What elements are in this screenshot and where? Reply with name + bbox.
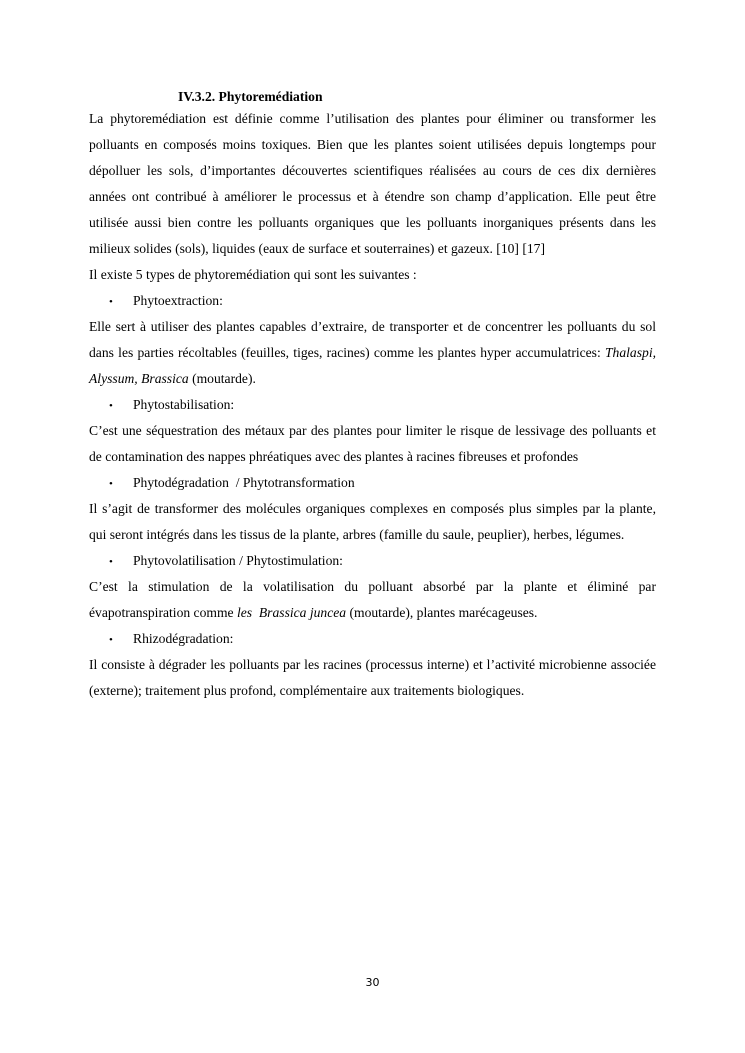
species-names: Thalaspi, Alyssum, Brassica bbox=[89, 345, 656, 386]
bullet-label: Phytostabilisation: bbox=[133, 397, 235, 412]
phytovolatilisation-paragraph: C’est la stimulation de la volatilisation du polluant absorbé par la plante et éliminé par évapotranspiration comme les Brassica juncea (moutarde), plantes marécageuses. bbox=[89, 579, 656, 620]
bullet-icon: • bbox=[109, 634, 113, 646]
bullet-icon: • bbox=[109, 556, 113, 568]
section-heading: IV.3.2. Phytoremédiation bbox=[178, 89, 323, 104]
bullet-icon: • bbox=[109, 478, 113, 490]
document-body bbox=[89, 88, 656, 704]
intro-paragraph: La phytoremédiation est définie comme l’utilisation des plantes pour éliminer ou transformer les polluants en composés moins toxiques. Bien que les plantes soient utilisées depuis longtemps pour dépolluer les sols, d’importantes découvertes scientifiques réalisées au cours de ces dix dernières années ont contribué à améliorer le processus et à étendre son champ d’application. Elle peut être utilisée aussi bien contre les polluants organiques que les polluants inorganiques présents dans les milieux solides (sols), liquides (eaux de surface et souterraines) et gazeux. [10] [17] bbox=[89, 111, 656, 256]
phytoextraction-paragraph: Elle sert à utiliser des plantes capables d’extraire, de transporter et de concentrer les polluants du sol dans les parties récoltables (feuilles, tiges, racines) comme les plantes hyper accumulatrices: Thalaspi, Alyssum, Brassica (moutarde). bbox=[89, 319, 656, 386]
types-intro: Il existe 5 types de phytoremédiation qui sont les suivantes : bbox=[89, 267, 417, 282]
bullet-icon: • bbox=[109, 400, 113, 412]
phytostabilisation-paragraph: C’est une séquestration des métaux par des plantes pour limiter le risque de lessivage des polluants et de contamination des nappes phréatiques avec des plantes à racines fibreuses et profondes bbox=[89, 423, 656, 464]
list-item-phytovolatilisation bbox=[89, 548, 656, 574]
species-names: les Brassica juncea bbox=[236, 605, 347, 620]
bullet-icon: • bbox=[109, 296, 113, 308]
list-item-phytostabilisation bbox=[89, 392, 656, 418]
list-item-phytodegradation bbox=[89, 470, 656, 496]
list-item-phytoextraction bbox=[89, 288, 656, 314]
bullet-label: Phytoextraction: bbox=[133, 293, 223, 308]
list-item-rhizodegradation bbox=[89, 626, 656, 652]
bullet-label: Phytovolatilisation / Phytostimulation: bbox=[133, 553, 343, 568]
bullet-label: Phytodégradation / Phytotransformation bbox=[133, 475, 355, 490]
page-number: 30 bbox=[365, 976, 380, 989]
bullet-label: Rhizodégradation: bbox=[133, 631, 234, 646]
rhizodegradation-paragraph: Il consiste à dégrader les polluants par les racines (processus interne) et l’activité microbienne associée (externe); traitement plus profond, complémentaire aux traitements biologiques. bbox=[89, 657, 656, 698]
phytodegradation-paragraph: Il s’agit de transformer des molécules organiques complexes en composés plus simples par la plante, qui seront intégrés dans les tissus de la plante, arbres (famille du saule, peuplier), herbes, légumes. bbox=[89, 501, 656, 542]
